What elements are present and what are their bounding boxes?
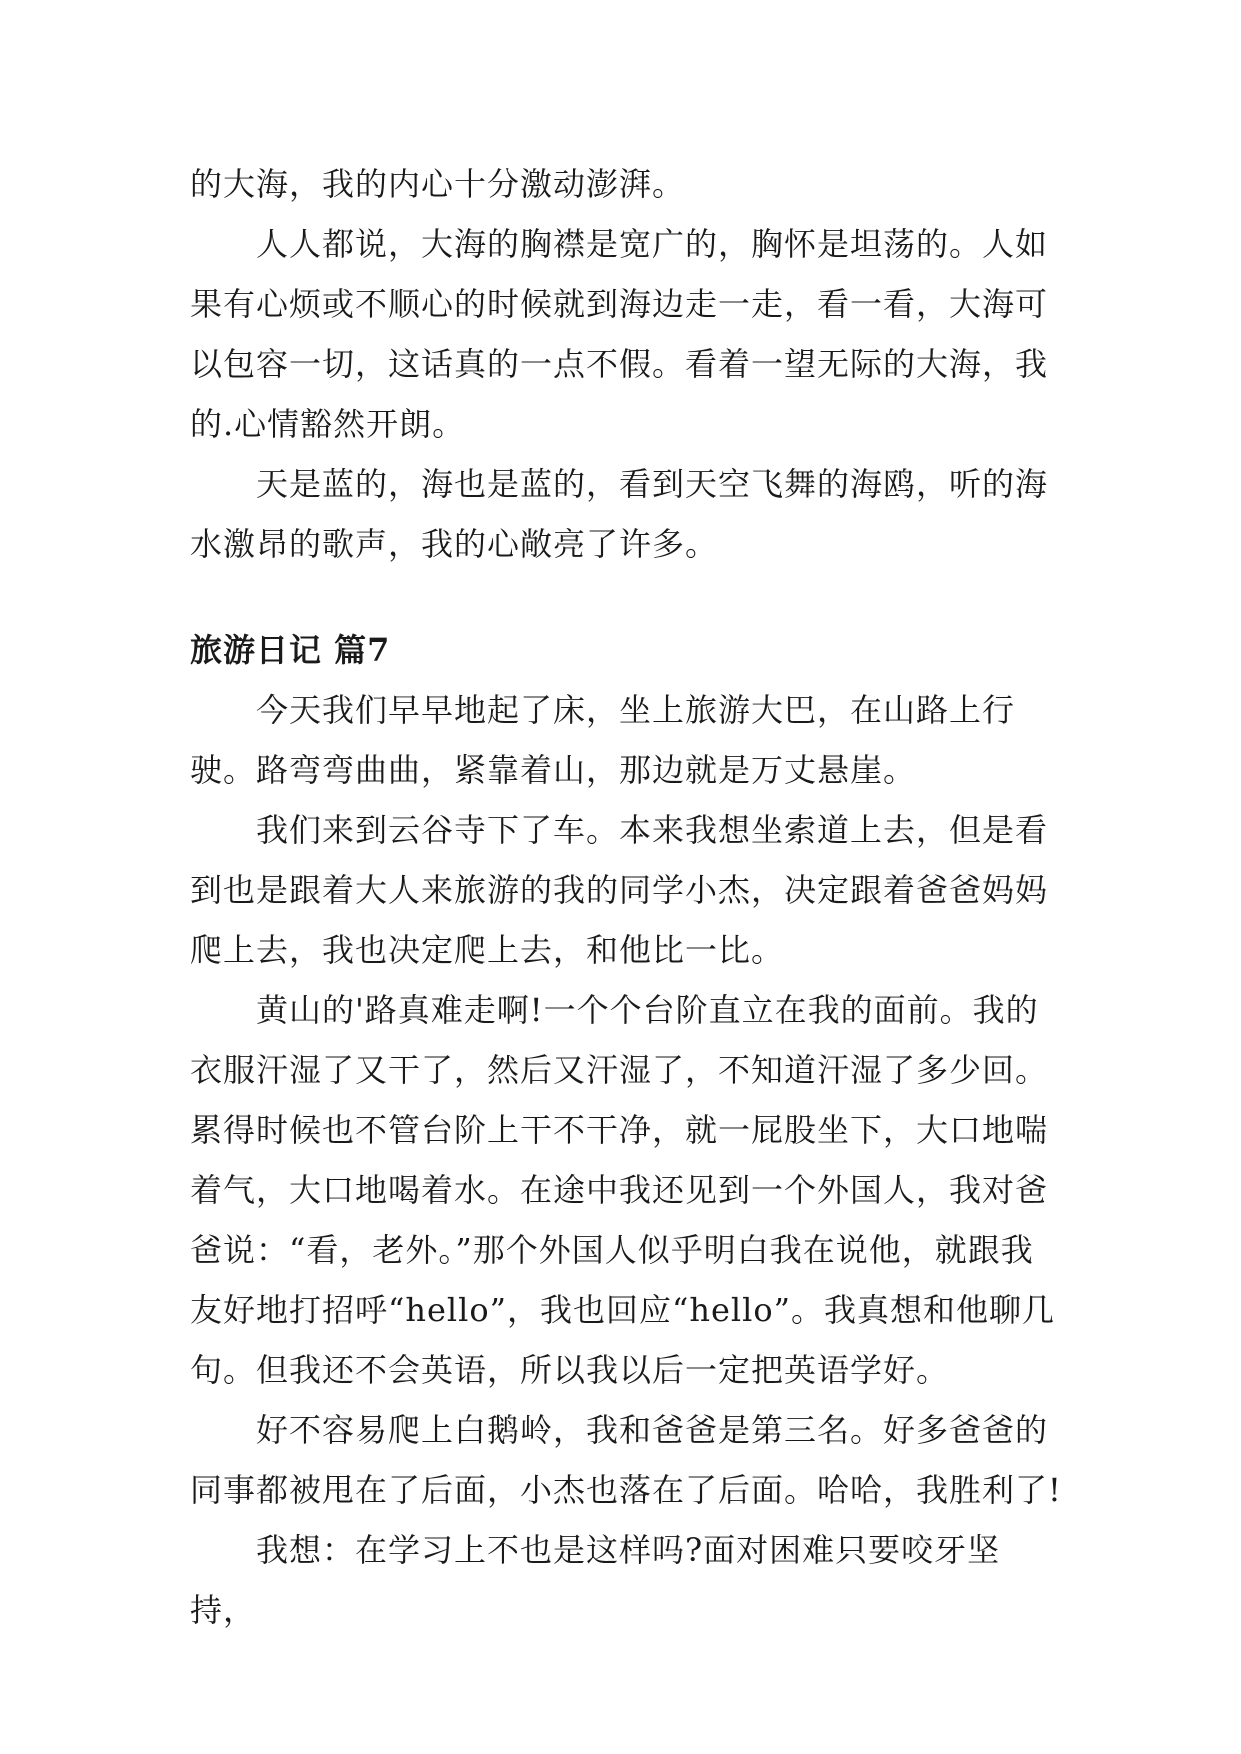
paragraph: 好不容易爬上白鹅岭，我和爸爸是第三名。好多爸爸的同事都被甩在了后面，小杰也落在了后面。哈哈，我胜利了!: [190, 1411, 1062, 1509]
section-7: [190, 620, 1062, 1640]
section-heading: 旅游日记 篇7: [190, 631, 391, 669]
paragraph: 的大海，我的内心十分激动澎湃。: [190, 165, 686, 203]
paragraph: 天是蓝的，海也是蓝的，看到天空飞舞的海鸥，听的海水激昂的歌声，我的心敞亮了许多。: [190, 465, 1049, 563]
paragraph: 人人都说，大海的胸襟是宽广的，胸怀是坦荡的。人如果有心烦或不顺心的时候就到海边走一走，看一看，大海可以包容一切，这话真的一点不假。看着一望无际的大海，我的.心情豁然开朗。: [190, 225, 1049, 443]
paragraph: 黄山的'路真难走啊!一个个台阶直立在我的面前。我的衣服汗湿了又干了，然后又汗湿了，不知道汗湿了多少回。累得时候也不管台阶上干不干净，就一屁股坐下，大口地喘着气，大口地喝着水。在途中我还见到一个外国人，我对爸爸说：“看，老外。”那个外国人似乎明白我在说他，就跟我友好地打招呼“hello”，我也回应“hello”。我真想和他聊几句。但我还不会英语，所以我以后一定把英语学好。: [190, 991, 1056, 1389]
previous-section-continuation: [190, 154, 1062, 574]
paragraph: 今天我们早早地起了床，坐上旅游大巴，在山路上行驶。路弯弯曲曲，紧靠着山，那边就是万丈悬崖。: [190, 691, 1016, 789]
paragraph: 我们来到云谷寺下了车。本来我想坐索道上去，但是看到也是跟着大人来旅游的我的同学小杰，决定跟着爸爸妈妈爬上去，我也决定爬上去，和他比一比。: [190, 811, 1049, 969]
paragraph: 我想：在学习上不也是这样吗?面对困难只要咬牙坚持，: [190, 1531, 1001, 1629]
